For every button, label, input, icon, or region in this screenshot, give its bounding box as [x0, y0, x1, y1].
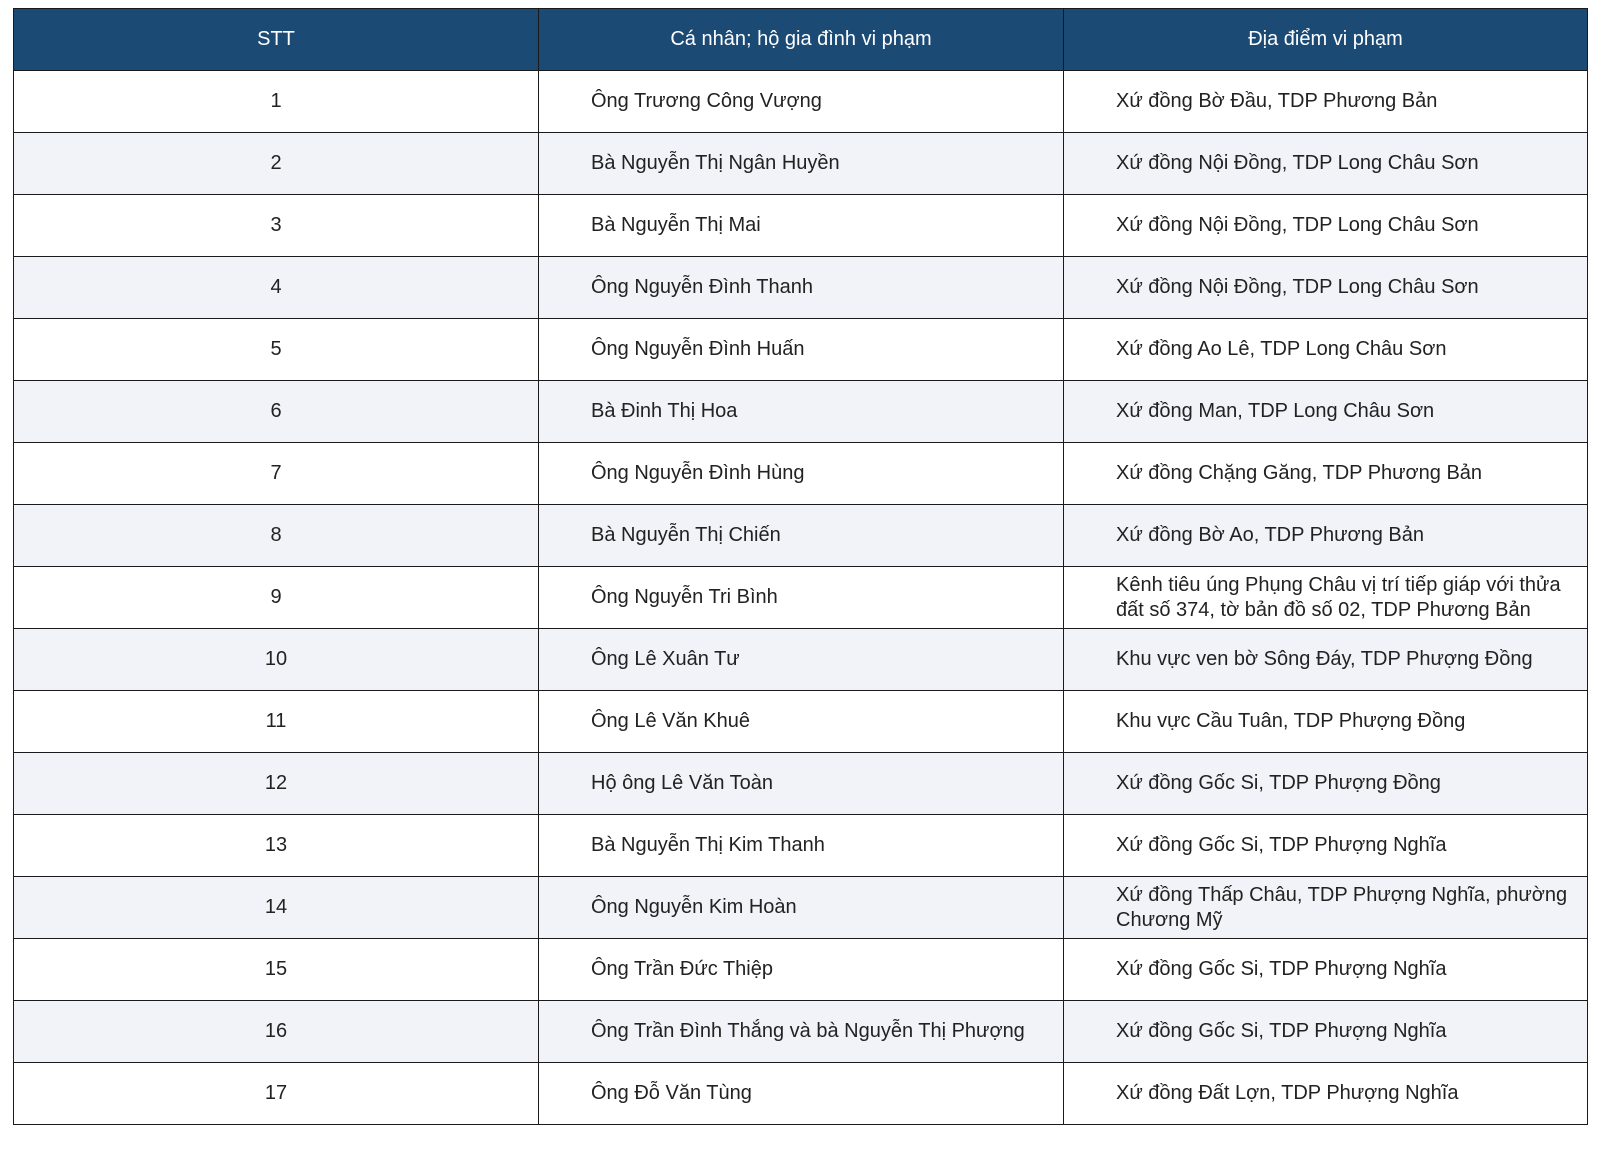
- header-name: Cá nhân; hộ gia đình vi phạm: [539, 9, 1064, 71]
- row-violation-location: Xứ đồng Bờ Ao, TDP Phương Bản: [1064, 505, 1588, 567]
- table-row: [14, 567, 1588, 629]
- row-violator-name: Ông Trần Đình Thắng và bà Nguyễn Thị Phượng: [539, 1001, 1064, 1063]
- row-violator-name: Ông Lê Xuân Tư: [539, 629, 1064, 691]
- row-stt: 12: [14, 753, 539, 815]
- row-violator-name: Ông Nguyễn Đình Huấn: [539, 319, 1064, 381]
- row-violator-name: Bà Nguyễn Thị Ngân Huyền: [539, 133, 1064, 195]
- row-violator-name: Bà Nguyễn Thị Kim Thanh: [539, 815, 1064, 877]
- violations-table-container: [13, 8, 1587, 1125]
- row-stt: 8: [14, 505, 539, 567]
- row-stt: 15: [14, 939, 539, 1001]
- table-body: [14, 71, 1588, 1125]
- table-row: [14, 195, 1588, 257]
- row-violator-name: Bà Đinh Thị Hoa: [539, 381, 1064, 443]
- table-row: [14, 691, 1588, 753]
- table-row: [14, 133, 1588, 195]
- table-row: [14, 257, 1588, 319]
- row-violator-name: Ông Đỗ Văn Tùng: [539, 1063, 1064, 1125]
- row-stt: 2: [14, 133, 539, 195]
- row-violation-location: Xứ đồng Gốc Si, TDP Phượng Nghĩa: [1064, 1001, 1588, 1063]
- row-violator-name: Ông Nguyễn Đình Thanh: [539, 257, 1064, 319]
- table-row: [14, 815, 1588, 877]
- row-violator-name: Bà Nguyễn Thị Mai: [539, 195, 1064, 257]
- row-stt: 17: [14, 1063, 539, 1125]
- row-violator-name: Ông Nguyễn Đình Hùng: [539, 443, 1064, 505]
- row-stt: 13: [14, 815, 539, 877]
- table-header: [14, 9, 1588, 71]
- header-location: Địa điểm vi phạm: [1064, 9, 1588, 71]
- header-row: [14, 9, 1588, 71]
- table-row: [14, 629, 1588, 691]
- row-violation-location: Khu vực Cầu Tuân, TDP Phượng Đồng: [1064, 691, 1588, 753]
- table-row: [14, 443, 1588, 505]
- row-violation-location: Xứ đồng Nội Đồng, TDP Long Châu Sơn: [1064, 133, 1588, 195]
- table-row: [14, 753, 1588, 815]
- row-violator-name: Hộ ông Lê Văn Toàn: [539, 753, 1064, 815]
- table-row: [14, 1063, 1588, 1125]
- row-violator-name: Ông Nguyễn Kim Hoàn: [539, 877, 1064, 939]
- row-violation-location: Xứ đồng Gốc Si, TDP Phượng Đồng: [1064, 753, 1588, 815]
- row-violation-location: Xứ đồng Gốc Si, TDP Phượng Nghĩa: [1064, 939, 1588, 1001]
- row-violator-name: Ông Trương Công Vượng: [539, 71, 1064, 133]
- row-stt: 7: [14, 443, 539, 505]
- table-row: [14, 877, 1588, 939]
- row-violation-location: Xứ đồng Đất Lợn, TDP Phượng Nghĩa: [1064, 1063, 1588, 1125]
- row-stt: 1: [14, 71, 539, 133]
- row-stt: 9: [14, 567, 539, 629]
- row-violator-name: Ông Nguyễn Tri Bình: [539, 567, 1064, 629]
- row-violation-location: Xứ đồng Bờ Đầu, TDP Phương Bản: [1064, 71, 1588, 133]
- row-violator-name: Ông Lê Văn Khuê: [539, 691, 1064, 753]
- row-stt: 6: [14, 381, 539, 443]
- row-stt: 5: [14, 319, 539, 381]
- table-row: [14, 1001, 1588, 1063]
- table-row: [14, 939, 1588, 1001]
- row-stt: 3: [14, 195, 539, 257]
- row-stt: 10: [14, 629, 539, 691]
- row-stt: 11: [14, 691, 539, 753]
- row-violation-location: Xứ đồng Ao Lê, TDP Long Châu Sơn: [1064, 319, 1588, 381]
- row-violation-location: Xứ đồng Man, TDP Long Châu Sơn: [1064, 381, 1588, 443]
- violations-table: [13, 8, 1588, 1125]
- table-row: [14, 505, 1588, 567]
- row-violation-location: Khu vực ven bờ Sông Đáy, TDP Phượng Đồng: [1064, 629, 1588, 691]
- row-violation-location: Kênh tiêu úng Phụng Châu vị trí tiếp giáp với thửa đất số 374, tờ bản đồ số 02, TDP Phương Bản: [1064, 567, 1588, 629]
- row-stt: 4: [14, 257, 539, 319]
- table-row: [14, 71, 1588, 133]
- table-row: [14, 381, 1588, 443]
- row-violator-name: Bà Nguyễn Thị Chiến: [539, 505, 1064, 567]
- row-violator-name: Ông Trần Đức Thiệp: [539, 939, 1064, 1001]
- table-row: [14, 319, 1588, 381]
- row-stt: 14: [14, 877, 539, 939]
- row-violation-location: Xứ đồng Chặng Găng, TDP Phương Bản: [1064, 443, 1588, 505]
- row-violation-location: Xứ đồng Nội Đồng, TDP Long Châu Sơn: [1064, 195, 1588, 257]
- row-violation-location: Xứ đồng Nội Đồng, TDP Long Châu Sơn: [1064, 257, 1588, 319]
- header-stt: STT: [14, 9, 539, 71]
- row-stt: 16: [14, 1001, 539, 1063]
- row-violation-location: Xứ đồng Gốc Si, TDP Phượng Nghĩa: [1064, 815, 1588, 877]
- row-violation-location: Xứ đồng Thấp Châu, TDP Phượng Nghĩa, phường Chương Mỹ: [1064, 877, 1588, 939]
